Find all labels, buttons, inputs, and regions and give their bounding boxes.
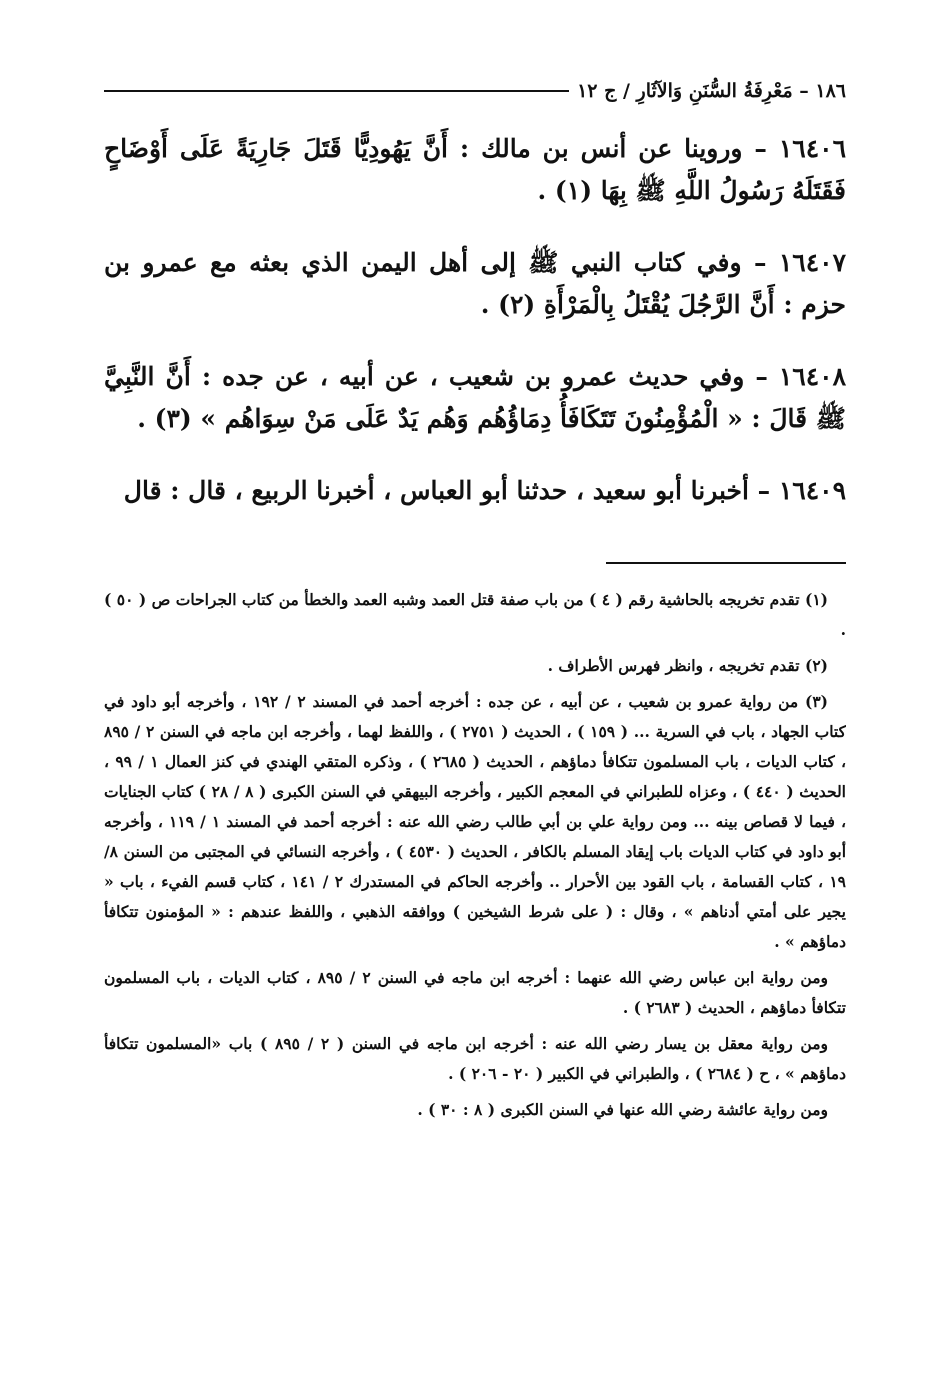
footnote-separator	[606, 562, 846, 564]
footnote: ومن رواية عائشة رضي الله عنها في السنن الكبرى ( ٨ : ٣٠ ) .	[417, 1100, 828, 1119]
running-header: ١٨٦ – مَعْرِفَةُ السُّنَنِ وَالآثَارِ / ج ١٢	[577, 80, 846, 102]
main-text	[104, 128, 846, 512]
hadith-paragraph: ١٦٤٠٧ – وفي كتاب النبي ﷺ إلى أهل اليمن الذي بعثه مع عمرو بن حزم : أَنَّ الرَّجُلَ يُقْتَلُ بِالْمَرْأَةِ (٢) .	[104, 248, 846, 319]
header-rule	[104, 90, 569, 92]
footnote: (١) تقدم تخريجه بالحاشية رقم ( ٤ ) من باب صفة قتل العمد وشبه العمد والخطأ من كتاب الجراحات ص ( ٥٠ ) .	[104, 590, 846, 639]
footnote: ومن رواية معقل بن يسار رضي الله عنه : أخرجه ابن ماجه في السنن ( ٢ / ٨٩٥ ) باب «المسلمون تتكافأ دماؤهم » ، ح ( ٢٦٨٤ ) ، والطبراني في الكبير ( ٢٠ - ٢٠٦ ) .	[104, 1034, 846, 1083]
footnote: (٣) من رواية عمرو بن شعيب ، عن أبيه ، عن جده : أخرجه أحمد في المسند ٢ / ١٩٢ ، وأخرجه أبو داود في كتاب الجهاد ، باب في السرية ... ( ١٥٩ ) ، الحديث ( ٢٧٥١ ) ، واللفظ لهما ، وأخرجه ابن ماجه في السنن ٢ / ٨٩٥ ، كتاب الديات ، باب المسلمون تتكافأ دماؤهم ، الحديث ( ٢٦٨٥ ) ، وذكره المتقي الهندي في كنز العمال ١ / ٩٩ ، الحديث ( ٤٤٠ ) ، وعزاه للطبراني في المعجم الكبير ، وأخرجه البيهقي في السنن الكبرى ( ٨ / ٢٨ ) كتاب الجنايات ، فيما لا قصاص بينه ... ومن رواية علي بن أبي طالب رضي الله عنه : أخرجه أحمد في المسند ١ / ١١٩ ، وأخرجه أبو داود في كتاب الديات باب إيقاد المسلم بالكافر ، الحديث ( ٤٥٣٠ ) ، وأخرجه النسائي في المجتبى من السنن ٨/ ١٩ ، كتاب القسامة ، باب القود بين الأحرار .. وأخرجه الحاكم في المستدرك ٢ / ١٤١ ، كتاب قسم الفيء ، باب « يجير على أمتي أدناهم » ، وقال : ( على شرط الشيخين ) ووافقه الذهبي ، واللفظ عندهم : « المؤمنون تتكافأ دماؤهم » .	[104, 692, 846, 951]
footnotes	[104, 585, 846, 1305]
page-header	[104, 80, 846, 102]
footnote: ومن رواية ابن عباس رضي الله عنهما : أخرجه ابن ماجه في السنن ٢ / ٨٩٥ ، كتاب الديات ، باب المسلمون تتكافأ دماؤهم ، الحديث ( ٢٦٨٣ ) .	[104, 968, 846, 1017]
hadith-paragraph: ١٦٤٠٦ – وروينا عن أنس بن مالك : أَنَّ يَهُودِيًّا قَتَلَ جَارِيَةً عَلَى أَوْضَاحٍ فَقَتَلَهُ رَسُولُ اللَّهِ ﷺ بِهَا (١) .	[104, 134, 846, 205]
hadith-paragraph: ١٦٤٠٨ – وفي حديث عمرو بن شعيب ، عن أبيه ، عن جده : أَنَّ النَّبِيَّ ﷺ قَالَ : « الْمُؤْمِنُونَ تَتَكَافَأُ دِمَاؤُهُم وَهُم يَدٌ عَلَى مَنْ سِوَاهُم » (٣) .	[104, 362, 846, 433]
hadith-paragraph: ١٦٤٠٩ – أخبرنا أبو سعيد ، حدثنا أبو العباس ، أخبرنا الربيع ، قال : قال	[123, 476, 846, 505]
footnote: (٢) تقدم تخريجه ، وانظر فهرس الأطراف .	[547, 656, 828, 675]
